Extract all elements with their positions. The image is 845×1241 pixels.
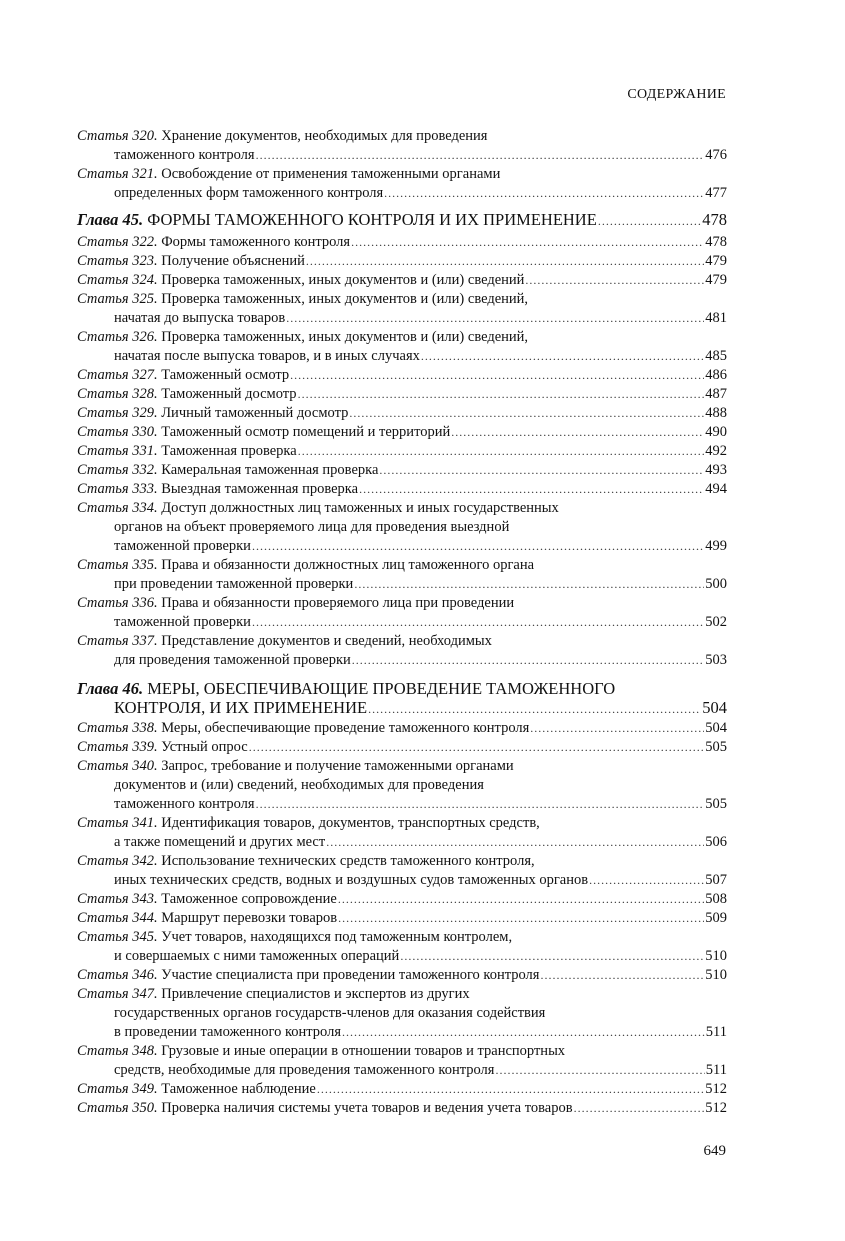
- entry-title: Права и обязанности должностных лиц таможенного органа: [161, 557, 535, 573]
- entry-page-number: 511: [705, 1062, 727, 1078]
- article-label: Статья 344.: [77, 910, 158, 926]
- entry-title: МЕРЫ, ОБЕСПЕЧИВАЮЩИЕ ПРОВЕДЕНИЕ ТАМОЖЕННОГО: [147, 679, 616, 698]
- entry-continuation: [77, 698, 727, 719]
- dot-leader: [338, 890, 704, 909]
- entry-continuation: [77, 947, 727, 966]
- entry-page-number: 481: [705, 310, 727, 326]
- article-label: Статья 324.: [77, 272, 158, 288]
- toc-entry: [77, 252, 727, 271]
- entry-page-number: 488: [705, 405, 727, 421]
- toc-entry: [77, 985, 727, 1042]
- dot-leader: [400, 947, 704, 966]
- entry-title: Таможенный осмотр: [161, 367, 290, 383]
- article-label: Статья 340.: [77, 758, 158, 774]
- dot-leader: [384, 184, 704, 203]
- entry-continuation: [77, 613, 727, 632]
- dot-leader: [368, 700, 701, 719]
- article-label: Статья 343.: [77, 891, 158, 907]
- chapter-entry: [77, 679, 727, 719]
- article-label: Статья 333.: [77, 481, 158, 497]
- entry-page-number: 492: [705, 443, 727, 459]
- entry-line: [77, 210, 727, 231]
- entry-line: [77, 1099, 727, 1118]
- entry-line: [77, 233, 727, 252]
- entry-line: [77, 480, 727, 499]
- entry-title: Таможенное наблюдение: [161, 1081, 316, 1097]
- dot-leader: [306, 252, 704, 271]
- entry-page-number: 509: [705, 910, 727, 926]
- entry-page-number: 490: [705, 424, 727, 440]
- article-label: Статья 337.: [77, 633, 158, 649]
- entry-line: [77, 127, 727, 146]
- entry-line: [77, 385, 727, 404]
- entry-line: [77, 852, 727, 871]
- entry-title: Участие специалиста при проведении таможенного контроля: [161, 967, 540, 983]
- article-label: Статья 331.: [77, 443, 158, 459]
- toc-entry: [77, 233, 727, 252]
- entry-continuation: [77, 347, 727, 366]
- article-label: Статья 332.: [77, 462, 158, 478]
- entry-line: [77, 909, 727, 928]
- entry-page-number: 508: [705, 891, 727, 907]
- dot-leader: [495, 1061, 704, 1080]
- article-label: Статья 346.: [77, 967, 158, 983]
- article-label: Статья 342.: [77, 853, 158, 869]
- toc-entry: [77, 423, 727, 442]
- toc-entry: [77, 461, 727, 480]
- entry-page-number: 499: [705, 538, 727, 554]
- toc-entry: [77, 404, 727, 423]
- entry-title: Проверка наличия системы учета товаров и ведения учета товаров: [161, 1100, 573, 1116]
- entry-title: документов и (или) сведений, необходимых для проведения: [114, 777, 484, 793]
- entry-continuation: [77, 1061, 727, 1080]
- toc-entry: [77, 385, 727, 404]
- entry-title: Привлечение специалистов и экспертов из других: [161, 986, 470, 1002]
- article-label: Статья 329.: [77, 405, 158, 421]
- toc-entry: [77, 814, 727, 852]
- entry-page-number: 512: [705, 1081, 727, 1097]
- entry-line: [77, 252, 727, 271]
- entry-page-number: 476: [705, 147, 727, 163]
- dot-leader: [256, 146, 705, 165]
- entry-title: а также помещений и других мест: [114, 834, 326, 850]
- dot-leader: [351, 233, 704, 252]
- entry-title: для проведения таможенной проверки: [114, 652, 351, 668]
- toc-entry: [77, 366, 727, 385]
- toc-entry: [77, 738, 727, 757]
- toc-entry: [77, 594, 727, 632]
- dot-leader: [249, 738, 705, 757]
- toc-entry: [77, 1080, 727, 1099]
- entry-title: Права и обязанности проверяемого лица при проведении: [161, 595, 515, 611]
- entry-page-number: 487: [705, 386, 727, 402]
- entry-line: [77, 556, 727, 575]
- dot-leader: [252, 613, 704, 632]
- article-label: Статья 336.: [77, 595, 158, 611]
- entry-title: государственных органов государств-членов для оказания содействия: [114, 1005, 546, 1021]
- entry-title: Учет товаров, находящихся под таможенным контролем,: [161, 929, 513, 945]
- dot-leader: [286, 309, 704, 328]
- entry-title: Проверка таможенных, иных документов и (или) сведений,: [161, 291, 529, 307]
- toc-entry: [77, 719, 727, 738]
- entry-line: [77, 738, 727, 757]
- dot-leader: [354, 575, 704, 594]
- article-label: Статья 348.: [77, 1043, 158, 1059]
- entry-line: [77, 290, 727, 309]
- dot-leader: [338, 909, 704, 928]
- toc-entry: [77, 271, 727, 290]
- dot-leader: [530, 719, 704, 738]
- entry-page-number: 504: [705, 720, 727, 736]
- entry-line: [77, 366, 727, 385]
- entry-line: [77, 594, 727, 613]
- entry-title: Хранение документов, необходимых для проведения: [161, 128, 488, 144]
- entry-title: Проверка таможенных, иных документов и (или) сведений: [161, 272, 525, 288]
- entry-line: [77, 719, 727, 738]
- entry-continuation: [77, 871, 727, 890]
- entry-continuation: [77, 833, 727, 852]
- entry-page-number: 506: [705, 834, 727, 850]
- dot-leader: [379, 461, 704, 480]
- entry-page-number: 485: [705, 348, 727, 364]
- article-label: Статья 323.: [77, 253, 158, 269]
- toc-entry: [77, 328, 727, 366]
- entry-page-number: 494: [705, 481, 727, 497]
- dot-leader: [256, 795, 705, 814]
- toc-entry: [77, 165, 727, 203]
- entry-page-number: 503: [705, 652, 727, 668]
- article-label: Статья 320.: [77, 128, 158, 144]
- entry-page-number: 505: [705, 739, 727, 755]
- chapter-label: Глава 45.: [77, 210, 144, 229]
- toc-entry: [77, 499, 727, 556]
- article-label: Статья 341.: [77, 815, 158, 831]
- article-label: Статья 345.: [77, 929, 158, 945]
- entry-title: средств, необходимые для проведения таможенного контроля: [114, 1062, 495, 1078]
- entry-title: таможенной проверки: [114, 614, 251, 630]
- entry-continuation: [77, 537, 727, 556]
- entry-title: Выездная таможенная проверка: [161, 481, 359, 497]
- entry-line: [77, 632, 727, 651]
- entry-continuation: [77, 1004, 727, 1023]
- article-label: Статья 325.: [77, 291, 158, 307]
- entry-continuation: [77, 1023, 727, 1042]
- article-label: Статья 330.: [77, 424, 158, 440]
- entry-page-number: 478: [705, 234, 727, 250]
- dot-leader: [574, 1099, 705, 1118]
- entry-page-number: 478: [702, 210, 727, 229]
- entry-line: [77, 928, 727, 947]
- article-label: Статья 339.: [77, 739, 158, 755]
- entry-line: [77, 679, 727, 698]
- article-label: Статья 334.: [77, 500, 158, 516]
- dot-leader: [451, 423, 704, 442]
- dot-leader: [298, 385, 705, 404]
- entry-title: таможенного контроля: [114, 796, 255, 812]
- entry-continuation: [77, 518, 727, 537]
- entry-title: таможенной проверки: [114, 538, 251, 554]
- article-label: Статья 350.: [77, 1100, 158, 1116]
- entry-title: Таможенное сопровождение: [161, 891, 337, 907]
- entry-continuation: [77, 184, 727, 203]
- toc-entry: [77, 852, 727, 890]
- toc-entry: [77, 1042, 727, 1080]
- entry-continuation: [77, 146, 727, 165]
- entry-title: определенных форм таможенного контроля: [114, 185, 384, 201]
- article-label: Статья 347.: [77, 986, 158, 1002]
- toc-entry: [77, 632, 727, 670]
- entry-line: [77, 1042, 727, 1061]
- entry-page-number: 486: [705, 367, 727, 383]
- entry-title: Доступ должностных лиц таможенных и иных государственных: [161, 500, 559, 516]
- chapter-label: Глава 46.: [77, 679, 144, 698]
- entry-page-number: 500: [705, 576, 727, 592]
- entry-page-number: 510: [705, 948, 727, 964]
- entry-line: [77, 1080, 727, 1099]
- dot-leader: [349, 404, 704, 423]
- dot-leader: [290, 366, 704, 385]
- entry-title: Использование технических средств таможенного контроля,: [161, 853, 535, 869]
- article-label: Статья 327.: [77, 367, 158, 383]
- entry-line: [77, 165, 727, 184]
- entry-continuation: [77, 795, 727, 814]
- entry-page-number: 505: [705, 796, 727, 812]
- toc-entry: [77, 442, 727, 461]
- entry-page-number: 511: [705, 1024, 727, 1040]
- entry-title: таможенного контроля: [114, 147, 255, 163]
- entry-title: иных технических средств, водных и воздушных судов таможенных органов: [114, 872, 589, 888]
- entry-title: Меры, обеспечивающие проведение таможенного контроля: [161, 720, 530, 736]
- entry-title: Освобождение от применения таможенными органами: [161, 166, 501, 182]
- entry-title: Устный опрос: [161, 739, 248, 755]
- entry-title: Получение объяснений: [161, 253, 305, 269]
- entry-line: [77, 814, 727, 833]
- dot-leader: [359, 480, 704, 499]
- entry-page-number: 510: [705, 967, 727, 983]
- dot-leader: [421, 347, 704, 366]
- page-number: 649: [703, 1143, 726, 1159]
- entry-line: [77, 328, 727, 347]
- table-of-contents: [77, 127, 727, 1118]
- entry-line: [77, 985, 727, 1004]
- dot-leader: [589, 871, 704, 890]
- toc-entry: [77, 909, 727, 928]
- entry-title: Грузовые и иные операции в отношении товаров и транспортных: [161, 1043, 566, 1059]
- running-head: СОДЕРЖАНИЕ: [627, 87, 726, 102]
- entry-title: Таможенный осмотр помещений и территорий: [161, 424, 451, 440]
- article-label: Статья 335.: [77, 557, 158, 573]
- entry-title: при проведении таможенной проверки: [114, 576, 354, 592]
- entry-title: Запрос, требование и получение таможенными органами: [161, 758, 514, 774]
- entry-title: Представление документов и сведений, необходимых: [161, 633, 492, 649]
- chapter-entry: [77, 210, 727, 231]
- entry-continuation: [77, 776, 727, 795]
- entry-title: начатая после выпуска товаров, и в иных случаях: [114, 348, 420, 364]
- entry-page-number: 479: [705, 253, 727, 269]
- toc-entry: [77, 290, 727, 328]
- entry-page-number: 504: [702, 698, 727, 717]
- toc-entry: [77, 890, 727, 909]
- dot-leader: [352, 651, 705, 670]
- entry-continuation: [77, 309, 727, 328]
- entry-line: [77, 271, 727, 290]
- entry-title: органов на объект проверяемого лица для проведения выездной: [114, 519, 510, 535]
- dot-leader: [342, 1023, 705, 1042]
- entry-page-number: 477: [705, 185, 727, 201]
- entry-title: Камеральная таможенная проверка: [161, 462, 379, 478]
- entry-line: [77, 442, 727, 461]
- dot-leader: [540, 966, 704, 985]
- entry-page-number: 479: [705, 272, 727, 288]
- article-label: Статья 328.: [77, 386, 158, 402]
- entry-continuation: [77, 575, 727, 594]
- toc-entry: [77, 480, 727, 499]
- entry-line: [77, 499, 727, 518]
- entry-page-number: 512: [705, 1100, 727, 1116]
- article-label: Статья 338.: [77, 720, 158, 736]
- entry-title: Личный таможенный досмотр: [161, 405, 349, 421]
- article-label: Статья 349.: [77, 1081, 158, 1097]
- entry-line: [77, 423, 727, 442]
- entry-line: [77, 461, 727, 480]
- entry-page-number: 493: [705, 462, 727, 478]
- dot-leader: [298, 442, 705, 461]
- entry-title: начатая до выпуска товаров: [114, 310, 286, 326]
- entry-title: ФОРМЫ ТАМОЖЕННОГО КОНТРОЛЯ И ИХ ПРИМЕНЕНИЕ: [147, 210, 597, 229]
- entry-title: Таможенная проверка: [161, 443, 297, 459]
- entry-page-number: 502: [705, 614, 727, 630]
- entry-title: КОНТРОЛЯ, И ИХ ПРИМЕНЕНИЕ: [114, 698, 368, 717]
- entry-title: Идентификация товаров, документов, транспортных средств,: [161, 815, 540, 831]
- entry-title: Формы таможенного контроля: [161, 234, 351, 250]
- dot-leader: [525, 271, 704, 290]
- article-label: Статья 321.: [77, 166, 158, 182]
- entry-page-number: 507: [705, 872, 727, 888]
- entry-title: Таможенный досмотр: [161, 386, 297, 402]
- entry-line: [77, 966, 727, 985]
- article-label: Статья 326.: [77, 329, 158, 345]
- entry-title: в проведении таможенного контроля: [114, 1024, 342, 1040]
- entry-title: и совершаемых с ними таможенных операций: [114, 948, 400, 964]
- dot-leader: [317, 1080, 704, 1099]
- toc-entry: [77, 757, 727, 814]
- toc-entry: [77, 127, 727, 165]
- dot-leader: [252, 537, 704, 556]
- article-label: Статья 322.: [77, 234, 158, 250]
- toc-entry: [77, 928, 727, 966]
- entry-line: [77, 890, 727, 909]
- entry-continuation: [77, 651, 727, 670]
- entry-line: [77, 404, 727, 423]
- toc-entry: [77, 556, 727, 594]
- toc-entry: [77, 966, 727, 985]
- toc-entry: [77, 1099, 727, 1118]
- entry-title: Проверка таможенных, иных документов и (или) сведений,: [161, 329, 529, 345]
- entry-line: [77, 757, 727, 776]
- entry-title: Маршрут перевозки товаров: [161, 910, 338, 926]
- dot-leader: [598, 212, 701, 231]
- dot-leader: [326, 833, 704, 852]
